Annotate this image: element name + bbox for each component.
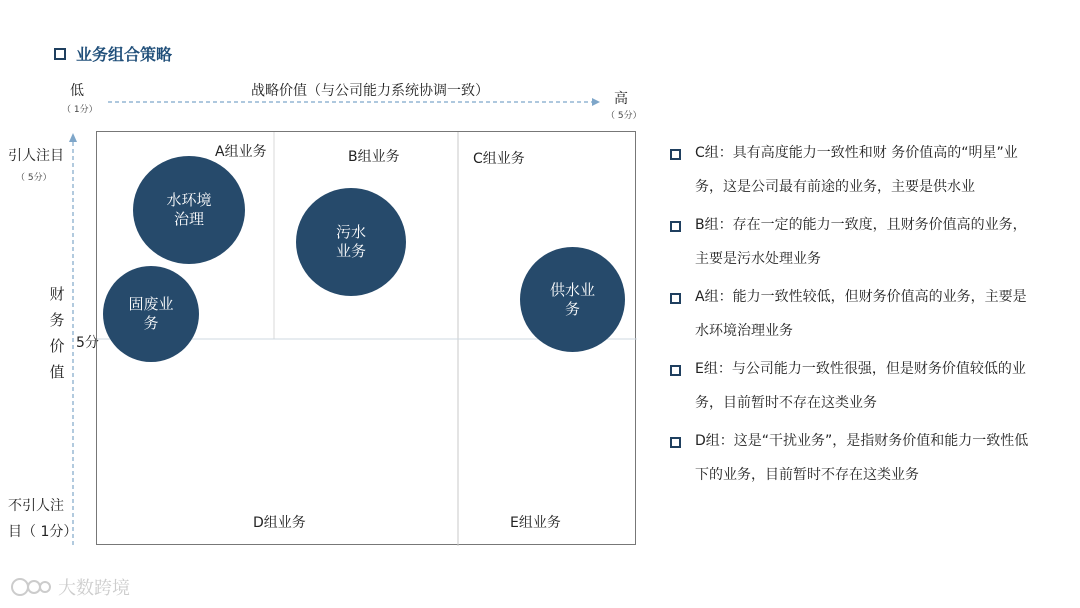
description-item	[670, 136, 1040, 204]
description-item	[670, 208, 1040, 276]
description-text: B组：存在一定的能力一致度，且财务价值高的业务，主要是污水处理业务	[695, 217, 1027, 267]
x-axis-high-sub: （ 5分）	[606, 111, 642, 121]
bubble-label: 固废业 务	[128, 295, 174, 332]
square-bullet-icon	[670, 437, 681, 448]
section-title-text: 业务组合策略	[76, 45, 173, 64]
portfolio-matrix	[96, 131, 636, 545]
y-axis-mid-tick: 5分	[76, 335, 99, 351]
watermark-text: 大数跨境	[58, 578, 130, 599]
bubble-solid-waste	[103, 266, 199, 362]
x-axis-title: 战略价值（与公司能力系统协调一致）	[251, 83, 489, 99]
y-axis-bottom-label-1: 不引人注	[8, 498, 64, 514]
bubble-label: 污水 业务	[335, 223, 366, 260]
description-item	[670, 352, 1040, 420]
watermark-logo-icon	[10, 576, 54, 598]
square-bullet-icon	[670, 221, 681, 232]
bubble-sewage	[296, 188, 406, 296]
y-axis-char: 财	[49, 285, 65, 303]
y-axis-top-label: 引人注目	[8, 148, 64, 164]
square-bullet-icon	[670, 293, 681, 304]
group-b-label: B组业务	[348, 149, 400, 165]
y-axis-char: 值	[49, 363, 65, 381]
description-item	[670, 424, 1040, 492]
group-c-label: C组业务	[473, 151, 525, 167]
y-axis-char: 务	[49, 311, 65, 329]
x-axis-low-label: 低	[70, 83, 84, 99]
description-text: C组：具有高度能力一致性和财 务价值高的“明星”业务，这是公司最有前途的业务，主要是供水业	[695, 145, 1018, 195]
bubble-water-supply	[520, 247, 625, 352]
group-e-label: E组业务	[510, 515, 561, 531]
bubble-water-environment	[133, 156, 245, 264]
group-a-label: A组业务	[215, 144, 267, 160]
y-axis-title	[48, 281, 66, 385]
square-bullet-icon	[670, 365, 681, 376]
description-item	[670, 280, 1040, 348]
description-text: D组：这是“干扰业务”，是指财务价值和能力一致性低下的业务，目前暂时不存在这类业务	[695, 433, 1029, 483]
x-axis-low-sub: （ 1分）	[62, 105, 98, 115]
description-text: E组：与公司能力一致性很强，但是财务价值较低的业务，目前暂时不存在这类业务	[695, 361, 1026, 411]
group-descriptions	[670, 136, 1040, 496]
bubble-label: 供水业 务	[549, 280, 595, 318]
description-text: A组：能力一致性较低，但财务价值高的业务，主要是水环境治理业务	[695, 289, 1027, 339]
y-axis-top-sub: （ 5分）	[16, 173, 52, 183]
watermark	[10, 574, 130, 600]
square-bullet-icon	[670, 149, 681, 160]
bubble-label: 水环境 治理	[166, 191, 212, 228]
x-axis-high-label: 高	[614, 91, 628, 107]
y-axis-bottom-label-2: 目（ 1分）	[8, 524, 78, 540]
y-axis-char: 价	[49, 337, 65, 355]
group-d-label: D组业务	[253, 515, 306, 531]
